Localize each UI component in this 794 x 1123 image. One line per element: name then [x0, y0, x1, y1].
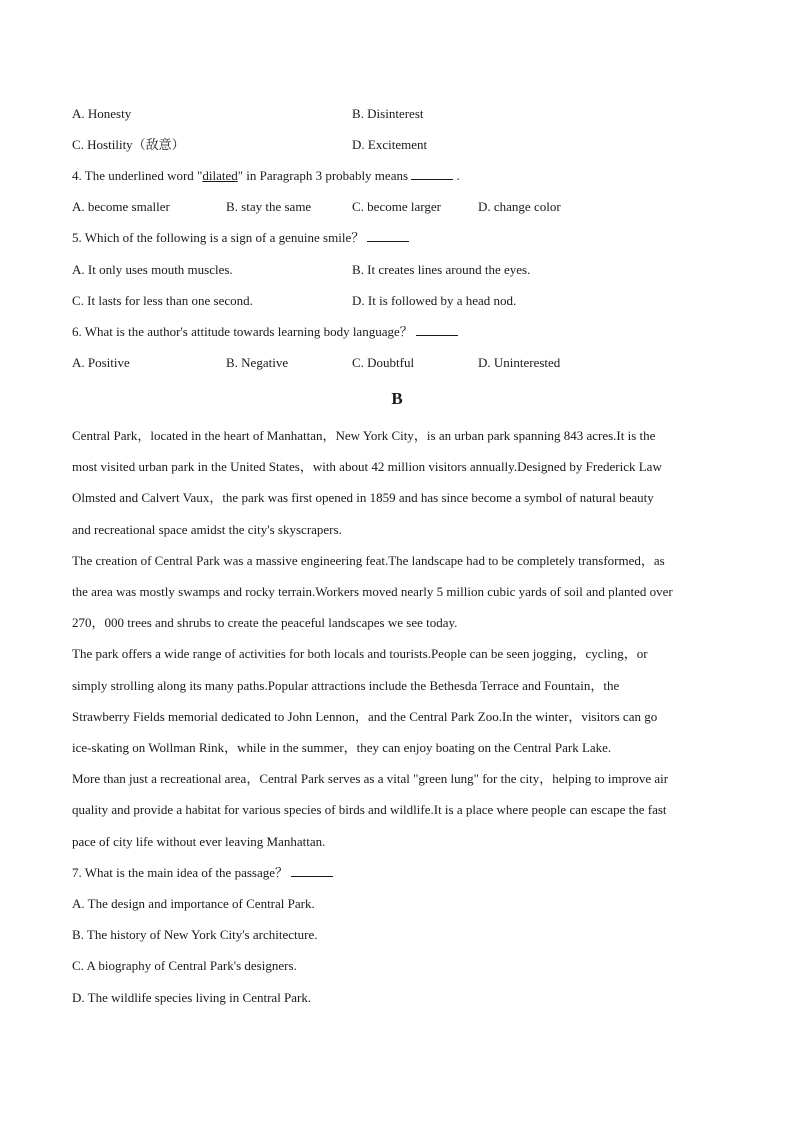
q5-option-d: D. It is followed by a head nod.: [352, 293, 517, 308]
q4-stem-suffix: " in Paragraph 3 probably means: [237, 168, 409, 183]
q7-answer-blank: [291, 864, 333, 877]
q6-option-a: A. Positive: [72, 355, 130, 370]
q3-option-a: A. Honesty: [72, 106, 132, 121]
q5-option-a: A. It only uses mouth muscles.: [72, 262, 233, 277]
passage-line: ice-skating on Wollman Rink，while in the summer，they can enjoy boating on the Central Park Lake.: [72, 740, 612, 755]
passage-line: More than just a recreational area，Central Park serves as a vital "green lung" for the city，helping to improve air: [72, 771, 669, 786]
q5-answer-blank: [367, 229, 409, 242]
q5-stem-text: 5. Which of the following is a sign of a genuine smile？: [72, 230, 365, 245]
passage-line: quality and provide a habitat for various species of birds and wildlife.It is a place where people can escape the fast: [72, 802, 667, 817]
q4-stem-end: .: [456, 168, 460, 183]
q6-option-c: C. Doubtful: [352, 355, 415, 370]
q4-stem: [72, 167, 734, 184]
q5-option-b: B. It creates lines around the eyes.: [352, 262, 531, 277]
q3-option-d: D. Excitement: [352, 137, 428, 152]
q7-stem: [72, 864, 734, 881]
section-heading: B: [391, 389, 403, 408]
passage-line: 270，000 trees and shrubs to create the peaceful landscapes we see today.: [72, 615, 458, 630]
q6-stem: [72, 323, 734, 340]
q7-option-b: B. The history of New York City's architecture.: [72, 927, 318, 942]
passage-line: Strawberry Fields memorial dedicated to John Lennon，and the Central Park Zoo.In the winter，visitors can go: [72, 709, 658, 724]
q7-option-c: C. A biography of Central Park's designers.: [72, 958, 297, 973]
passage-line: pace of city life without ever leaving Manhattan.: [72, 834, 326, 849]
q7-option-a: A. The design and importance of Central Park.: [72, 896, 315, 911]
q6-option-d: D. Uninterested: [478, 355, 561, 370]
q5-option-c: C. It lasts for less than one second.: [72, 293, 253, 308]
passage-line: The park offers a wide range of activities for both locals and tourists.People can be seen jogging，cycling，or: [72, 646, 648, 661]
q4-option-c: C. become larger: [352, 199, 441, 214]
q4-option-d: D. change color: [478, 199, 561, 214]
q4-option-b: B. stay the same: [226, 199, 312, 214]
passage-line: Olmsted and Calvert Vaux，the park was first opened in 1859 and has since become a symbol of natural beauty: [72, 490, 654, 505]
q7-stem-text: 7. What is the main idea of the passage？: [72, 865, 289, 880]
q4-stem-prefix: 4. The underlined word ": [72, 168, 203, 183]
q4-answer-blank: [411, 167, 453, 180]
passage-line: most visited urban park in the United States，with about 42 million visitors annually.Designed by Frederick Law: [72, 459, 662, 474]
passage-line: The creation of Central Park was a massive engineering feat.The landscape had to be completely transformed，as: [72, 553, 665, 568]
q6-option-b: B. Negative: [226, 355, 289, 370]
passage-line: simply strolling along its many paths.Popular attractions include the Bethesda Terrace and Fountain，the: [72, 678, 620, 693]
q6-answer-blank: [416, 323, 458, 336]
passage-line: the area was mostly swamps and rocky terrain.Workers moved nearly 5 million cubic yards of soil and planted over: [72, 584, 673, 599]
q4-option-a: A. become smaller: [72, 199, 170, 214]
passage-line: and recreational space amidst the city's skyscrapers.: [72, 522, 342, 537]
q5-stem: [72, 229, 734, 246]
q6-stem-text: 6. What is the author's attitude towards learning body language？: [72, 324, 413, 339]
q3-option-b: B. Disinterest: [352, 106, 424, 121]
passage-line: Central Park，located in the heart of Manhattan，New York City，is an urban park spanning 843 acres.It is the: [72, 428, 656, 443]
q4-underlined-word: dilated: [202, 168, 238, 183]
q7-option-d: D. The wildlife species living in Central Park.: [72, 990, 312, 1005]
q3-option-c: C. Hostility（敌意）: [72, 137, 185, 152]
